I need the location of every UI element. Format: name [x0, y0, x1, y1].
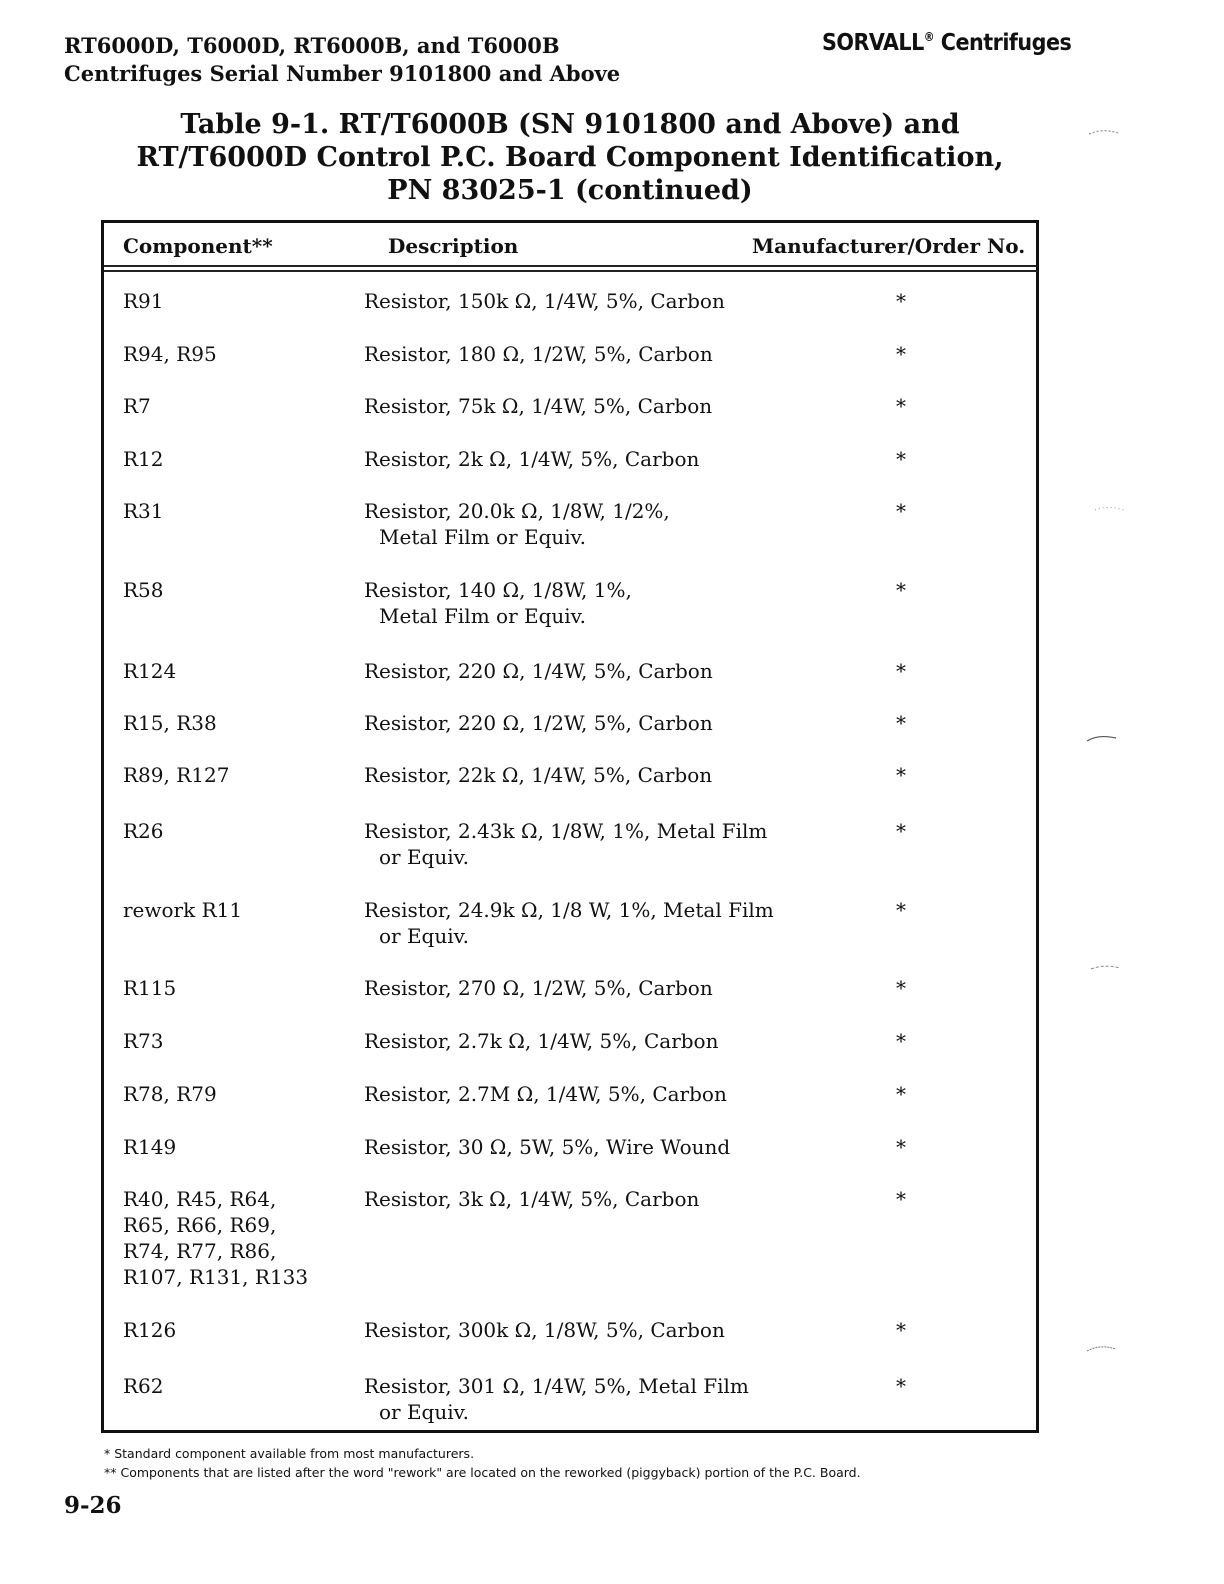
component-cell: [123, 975, 176, 1001]
footnote-standard: * Standard component available from most manufacturers.: [104, 1446, 475, 1461]
column-header-description: Description: [388, 234, 519, 258]
description-text: Resistor, 270 Ω, 1/2W, 5%, Carbon: [364, 976, 713, 1000]
description-continuation: or Equiv.: [379, 1400, 469, 1424]
footnote-rework: ** Components that are listed after the word "rework" are located on the reworked (piggyback) portion of the P.C. Board.: [104, 1465, 861, 1480]
description-cell: [364, 710, 713, 736]
manufacturer-cell: *: [896, 1318, 906, 1342]
header-serial-range: Centrifuges Serial Number 9101800 and Above: [64, 61, 621, 86]
component-cell: [123, 1186, 308, 1290]
description-text: Resistor, 220 Ω, 1/4W, 5%, Carbon: [364, 659, 713, 683]
table-title-line-3: PN 83025-1 (continued): [387, 175, 753, 206]
manufacturer-cell: *: [896, 394, 906, 418]
column-header-component: Component**: [123, 234, 273, 258]
manufacturer-cell: *: [896, 659, 906, 683]
component-id: R12: [123, 447, 164, 471]
manufacturer-cell: *: [896, 578, 906, 602]
component-cell: [123, 1373, 164, 1399]
component-id: R107, R131, R133: [123, 1265, 309, 1289]
description-cell: [364, 1186, 699, 1212]
manufacturer-cell: *: [896, 1135, 906, 1159]
manufacturer-cell: *: [896, 342, 906, 366]
component-id: R15, R38: [123, 711, 217, 735]
description-text: Resistor, 30 Ω, 5W, 5%, Wire Wound: [364, 1135, 731, 1159]
component-id: R40, R45, R64,: [123, 1187, 277, 1211]
description-cell: [364, 1081, 727, 1107]
manufacturer-cell: *: [896, 976, 906, 1000]
description-text: Resistor, 2.43k Ω, 1/8W, 1%, Metal Film: [364, 819, 768, 843]
component-id: R74, R77, R86,: [123, 1239, 277, 1263]
component-cell: [123, 341, 217, 367]
component-id: R78, R79: [123, 1082, 217, 1106]
scan-mark: [1090, 963, 1122, 971]
component-id: R124: [123, 659, 177, 683]
description-cell: [364, 897, 774, 949]
description-cell: [364, 975, 713, 1001]
description-cell: [364, 1028, 718, 1054]
component-cell: [123, 1028, 164, 1054]
description-text: Resistor, 20.0k Ω, 1/8W, 1/2%,: [364, 499, 670, 523]
footnotes: [104, 1444, 861, 1482]
scan-mark: [1088, 128, 1120, 136]
description-cell: [364, 658, 713, 684]
header-models: RT6000D, T6000D, RT6000B, and T6000B: [64, 33, 560, 58]
description-text: Resistor, 3k Ω, 1/4W, 5%, Carbon: [364, 1187, 700, 1211]
component-id: R65, R66, R69,: [123, 1213, 277, 1237]
column-header-manufacturer: Manufacturer/Order No.: [752, 234, 1026, 258]
description-continuation: or Equiv.: [379, 845, 469, 869]
component-cell: [123, 288, 164, 314]
component-cell: [123, 818, 164, 844]
component-id: rework R11: [123, 898, 243, 922]
component-cell: [123, 897, 242, 923]
manufacturer-cell: *: [896, 499, 906, 523]
manufacturer-cell: *: [896, 763, 906, 787]
manufacturer-cell: *: [896, 289, 906, 313]
scan-mark: [1086, 1344, 1118, 1352]
description-cell: [364, 341, 713, 367]
description-text: Resistor, 150k Ω, 1/4W, 5%, Carbon: [364, 289, 725, 313]
component-id: R26: [123, 819, 164, 843]
manufacturer-cell: *: [896, 1082, 906, 1106]
manufacturer-cell: *: [896, 1187, 906, 1211]
description-text: Resistor, 75k Ω, 1/4W, 5%, Carbon: [364, 394, 713, 418]
description-text: Resistor, 2.7k Ω, 1/4W, 5%, Carbon: [364, 1029, 719, 1053]
component-cell: [123, 393, 151, 419]
component-cell: [123, 710, 217, 736]
scan-mark: [1094, 504, 1126, 512]
document-header: [64, 32, 620, 88]
component-cell: [123, 446, 164, 472]
description-cell: [364, 818, 767, 870]
description-text: Resistor, 2.7M Ω, 1/4W, 5%, Carbon: [364, 1082, 727, 1106]
manufacturer-cell: *: [896, 711, 906, 735]
component-cell: [123, 577, 164, 603]
table-title-line-1: Table 9-1. RT/T6000B (SN 9101800 and Above) and: [180, 109, 960, 140]
component-id: R126: [123, 1318, 177, 1342]
description-cell: [364, 1317, 725, 1343]
manufacturer-cell: *: [896, 447, 906, 471]
component-cell: [123, 498, 164, 524]
description-text: Resistor, 220 Ω, 1/2W, 5%, Carbon: [364, 711, 713, 735]
component-id: R31: [123, 499, 164, 523]
description-continuation: or Equiv.: [379, 924, 469, 948]
component-id: R149: [123, 1135, 177, 1159]
component-id: R7: [123, 394, 151, 418]
description-cell: [364, 762, 712, 788]
registered-mark: ®: [923, 30, 935, 44]
manufacturer-cell: *: [896, 819, 906, 843]
header-rule-bottom: [104, 270, 1038, 272]
header-rule-top: [104, 265, 1038, 267]
description-cell: [364, 1373, 749, 1425]
description-text: Resistor, 24.9k Ω, 1/8 W, 1%, Metal Film: [364, 898, 774, 922]
component-id: R62: [123, 1374, 164, 1398]
description-cell: [364, 288, 725, 314]
component-cell: [123, 1134, 176, 1160]
table-title-line-2: RT/T6000D Control P.C. Board Component Identification,: [136, 142, 1004, 173]
description-cell: [364, 577, 632, 629]
component-id: R89, R127: [123, 763, 230, 787]
description-continuation: Metal Film or Equiv.: [379, 525, 586, 549]
component-cell: [123, 658, 176, 684]
component-id: R91: [123, 289, 164, 313]
description-cell: [364, 393, 712, 419]
component-cell: [123, 1081, 217, 1107]
brand-header: [822, 30, 1071, 56]
description-text: Resistor, 140 Ω, 1/8W, 1%,: [364, 578, 632, 602]
component-id: R58: [123, 578, 164, 602]
component-id: R94, R95: [123, 342, 217, 366]
page-number: 9-26: [64, 1492, 122, 1519]
description-continuation: Metal Film or Equiv.: [379, 604, 586, 628]
table-title: [100, 108, 1040, 207]
component-id: R73: [123, 1029, 164, 1053]
manufacturer-cell: *: [896, 1029, 906, 1053]
description-cell: [364, 498, 670, 550]
scan-mark: [1086, 734, 1118, 742]
description-cell: [364, 446, 699, 472]
description-text: Resistor, 180 Ω, 1/2W, 5%, Carbon: [364, 342, 713, 366]
component-cell: [123, 762, 229, 788]
description-text: Resistor, 2k Ω, 1/4W, 5%, Carbon: [364, 447, 700, 471]
description-cell: [364, 1134, 730, 1160]
manufacturer-cell: *: [896, 1374, 906, 1398]
description-text: Resistor, 22k Ω, 1/4W, 5%, Carbon: [364, 763, 713, 787]
description-text: Resistor, 301 Ω, 1/4W, 5%, Metal Film: [364, 1374, 749, 1398]
description-text: Resistor, 300k Ω, 1/8W, 5%, Carbon: [364, 1318, 725, 1342]
component-cell: [123, 1317, 176, 1343]
brand-name: SORVALL: [822, 30, 924, 56]
manufacturer-cell: *: [896, 898, 906, 922]
component-id: R115: [123, 976, 177, 1000]
brand-suffix: Centrifuges: [934, 30, 1072, 56]
